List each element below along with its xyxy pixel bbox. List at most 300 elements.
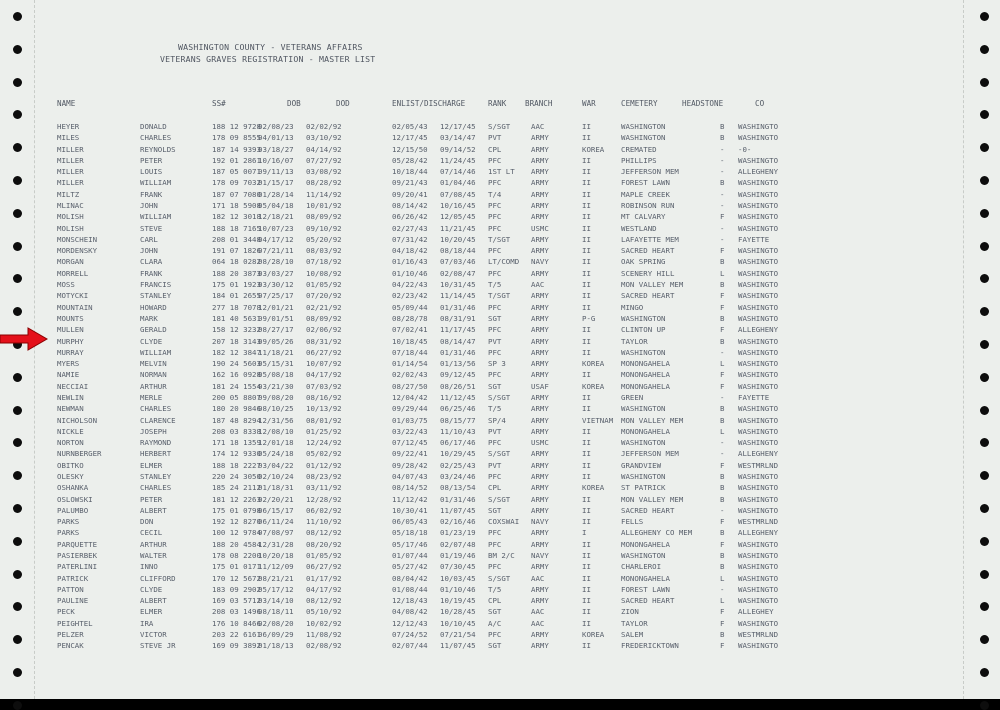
cell-discharge-date: 11/17/45	[440, 325, 476, 335]
cell-war: II	[582, 268, 591, 278]
cell-dod: 10/13/92	[306, 404, 342, 414]
cell-first-name: STANLEY	[140, 291, 172, 301]
cell-rank: PVT	[488, 133, 502, 143]
cell-headstone: F	[720, 246, 725, 256]
cell-ssn: 175 01 0171	[212, 562, 261, 572]
cell-first-name: MELVIN	[140, 359, 167, 369]
cell-headstone: F	[720, 539, 725, 549]
cell-headstone: -	[720, 155, 725, 165]
cell-last-name: MLINAC	[57, 201, 84, 211]
cell-county: WASHINGTO	[738, 539, 779, 549]
cell-dod: 04/14/92	[306, 144, 342, 154]
cell-discharge-date: 07/14/46	[440, 167, 476, 177]
cell-county: WESTMRLND	[738, 460, 779, 470]
table-row	[0, 640, 1000, 651]
cell-county: WASHINGTO	[738, 584, 779, 594]
table-row	[0, 618, 1000, 629]
cell-last-name: OLESKY	[57, 471, 84, 481]
cell-discharge-date: 06/17/46	[440, 438, 476, 448]
table-row	[0, 392, 1000, 403]
cell-ssn: 187 05 0071	[212, 167, 261, 177]
header-co: CO	[755, 99, 765, 108]
cell-first-name: CARL	[140, 234, 158, 244]
cell-war: II	[582, 122, 591, 131]
cell-dod: 03/10/92	[306, 133, 342, 143]
table-row	[0, 268, 1000, 279]
cell-cemetery: MONONGAHELA	[621, 381, 670, 391]
cell-discharge-date: 08/13/54	[440, 483, 476, 493]
cell-branch: ARMY	[531, 596, 549, 606]
cell-war: P-G	[582, 313, 596, 323]
table-row	[0, 550, 1000, 561]
cell-ssn: 220 24 3050	[212, 471, 261, 481]
cell-first-name: JOHN	[140, 246, 158, 256]
cell-county: WASHINGTO	[738, 280, 779, 290]
cell-last-name: MORGAN	[57, 257, 84, 267]
cell-enlist-date: 08/14/42	[392, 201, 428, 211]
cell-discharge-date: 11/07/45	[440, 641, 476, 651]
cell-cemetery: MONONGAHELA	[621, 573, 670, 583]
cell-discharge-date: 11/07/45	[440, 505, 476, 515]
cell-dod: 08/31/92	[306, 336, 342, 346]
table-row	[0, 302, 1000, 313]
cell-headstone: B	[720, 313, 725, 323]
cell-branch: ARMY	[531, 584, 549, 594]
cell-ssn: 178 09 7032	[212, 178, 261, 188]
cell-branch: USMC	[531, 438, 549, 448]
cell-ssn: 178 09 8555	[212, 133, 261, 143]
cell-war: II	[582, 539, 591, 549]
cell-enlist-date: 08/14/52	[392, 483, 428, 493]
cell-rank: S/SGT	[488, 573, 511, 583]
cell-dod: 01/17/92	[306, 573, 342, 583]
cell-enlist-date: 05/09/44	[392, 302, 428, 312]
cell-branch: ARMY	[531, 562, 549, 572]
cell-enlist-date: 01/07/44	[392, 551, 428, 561]
cell-cemetery: MON VALLEY MEM	[621, 280, 684, 290]
cell-discharge-date: 07/30/45	[440, 562, 476, 572]
cell-county: WASHINGTO	[738, 551, 779, 561]
cell-ssn: 183 09 2902	[212, 584, 261, 594]
cell-last-name: PATERLINI	[57, 562, 98, 572]
cell-branch: AAC	[531, 280, 545, 290]
cell-dod: 08/03/92	[306, 246, 342, 256]
cell-last-name: NEWLIN	[57, 392, 84, 402]
cell-ssn: 178 08 2200	[212, 551, 261, 561]
cell-dod: 09/10/92	[306, 223, 342, 233]
table-row	[0, 381, 1000, 392]
cell-last-name: MOUNTAIN	[57, 302, 93, 312]
cell-branch: ARMY	[531, 336, 549, 346]
cell-ssn: 187 07 7080	[212, 189, 261, 199]
cell-county: WASHINGTO	[738, 483, 779, 493]
cell-war: II	[582, 596, 591, 606]
cell-discharge-date: 01/31/46	[440, 494, 476, 504]
cell-ssn: 181 40 5631	[212, 313, 261, 323]
cell-enlist-date: 10/18/45	[392, 336, 428, 346]
cell-dod: 10/07/92	[306, 359, 342, 369]
cell-dod: 11/14/92	[306, 189, 342, 199]
cell-last-name: MOLISH	[57, 212, 84, 222]
cell-discharge-date: 02/16/46	[440, 517, 476, 527]
cell-county: WASHINGTO	[738, 122, 779, 131]
cell-county: WASHINGTO	[738, 133, 779, 143]
cell-branch: ARMY	[531, 144, 549, 154]
cell-cemetery: OAK SPRING	[621, 257, 666, 267]
cell-rank: S/SGT	[488, 122, 511, 131]
cell-enlist-date: 04/08/42	[392, 607, 428, 617]
cell-war: II	[582, 257, 591, 267]
cell-first-name: IRA	[140, 618, 154, 628]
cell-dob: 08/21/21	[258, 573, 294, 583]
cell-first-name: CLIFFORD	[140, 573, 176, 583]
cell-headstone: F	[720, 460, 725, 470]
table-row	[0, 415, 1000, 426]
cell-branch: ARMY	[531, 415, 549, 425]
cell-last-name: PELZER	[57, 630, 84, 640]
cell-rank: SGT	[488, 607, 502, 617]
table-row	[0, 403, 1000, 414]
table-row	[0, 426, 1000, 437]
cell-rank: T/5	[488, 280, 502, 290]
cell-ssn: 190 24 5603	[212, 359, 261, 369]
cell-headstone: F	[720, 370, 725, 380]
cell-enlist-date: 04/07/43	[392, 471, 428, 481]
cell-cemetery: SACRED HEART	[621, 596, 675, 606]
cell-war: II	[582, 246, 591, 256]
cell-enlist-date: 01/10/46	[392, 268, 428, 278]
cell-dod: 03/11/92	[306, 483, 342, 493]
cell-dob: 03/14/10	[258, 596, 294, 606]
cell-county: WASHINGTO	[738, 370, 779, 380]
cell-first-name: CECIL	[140, 528, 163, 538]
cell-cemetery: MAPLE CREEK	[621, 189, 670, 199]
table-row	[0, 166, 1000, 177]
cell-branch: ARMY	[531, 246, 549, 256]
cell-last-name: PENCAK	[57, 641, 84, 651]
cell-last-name: PARKS	[57, 528, 80, 538]
cell-county: WASHINGTO	[738, 302, 779, 312]
cell-dob: 07/08/97	[258, 528, 294, 538]
cell-last-name: MONSCHEIN	[57, 234, 98, 244]
cell-discharge-date: 01/13/56	[440, 359, 476, 369]
cell-last-name: PECK	[57, 607, 75, 617]
cell-war: II	[582, 212, 591, 222]
cell-enlist-date: 07/24/52	[392, 630, 428, 640]
cell-last-name: MORDENSKY	[57, 246, 98, 256]
cell-war: II	[582, 234, 591, 244]
cell-branch: ARMY	[531, 313, 549, 323]
cell-dod: 01/12/92	[306, 460, 342, 470]
cell-county: WASHINGTO	[738, 313, 779, 323]
cell-discharge-date: 08/14/47	[440, 336, 476, 346]
cell-county: WASHINGTO	[738, 246, 779, 256]
cell-last-name: PEIGHTEL	[57, 618, 93, 628]
cell-dob: 11/12/09	[258, 562, 294, 572]
cell-branch: ARMY	[531, 539, 549, 549]
cell-headstone: B	[720, 494, 725, 504]
cell-discharge-date: 10/19/45	[440, 596, 476, 606]
cell-discharge-date: 08/18/44	[440, 246, 476, 256]
cell-county: WASHINGTO	[738, 573, 779, 583]
cell-war: II	[582, 404, 591, 414]
cell-cemetery: ST PATRICK	[621, 483, 666, 493]
cell-headstone: -	[720, 584, 725, 594]
cell-rank: T/4	[488, 189, 502, 199]
cell-ssn: 188 12 9728	[212, 122, 261, 131]
cell-cemetery: JEFFERSON MEM	[621, 449, 679, 459]
cell-dod: 01/05/92	[306, 280, 342, 290]
cell-county: WASHINGTO	[738, 426, 779, 436]
cell-first-name: MERLE	[140, 392, 163, 402]
cell-discharge-date: 09/14/52	[440, 144, 476, 154]
cell-discharge-date: 07/21/54	[440, 630, 476, 640]
cell-discharge-date: 07/03/46	[440, 257, 476, 267]
table-row	[0, 482, 1000, 493]
cell-ssn: 171 18 1359	[212, 438, 261, 448]
cell-first-name: CHARLES	[140, 133, 172, 143]
cell-rank: CPL	[488, 483, 502, 493]
cell-branch: ARMY	[531, 404, 549, 414]
cell-first-name: ARTHUR	[140, 381, 167, 391]
table-row	[0, 256, 1000, 267]
cell-discharge-date: 01/04/46	[440, 178, 476, 188]
header-name: NAME	[57, 99, 76, 108]
header-dod: DOD	[336, 99, 350, 108]
cell-dob: 09/01/51	[258, 313, 294, 323]
cell-dod: 08/16/92	[306, 392, 342, 402]
cell-first-name: JOHN	[140, 201, 158, 211]
cell-ssn: 187 48 8294	[212, 415, 261, 425]
cell-enlist-date: 10/30/41	[392, 505, 428, 515]
cell-branch: ARMY	[531, 201, 549, 211]
cell-branch: ARMY	[531, 460, 549, 470]
cell-enlist-date: 01/03/75	[392, 415, 428, 425]
cell-cemetery: SCENERY HILL	[621, 268, 675, 278]
cell-cemetery: FREDERICKTOWN	[621, 641, 679, 651]
cell-cemetery: WASHINGTON	[621, 347, 666, 357]
cell-cemetery: MT CALVARY	[621, 212, 666, 222]
cell-branch: ARMY	[531, 302, 549, 312]
cell-headstone: -	[720, 347, 725, 357]
cell-enlist-date: 02/05/43	[392, 122, 428, 131]
header-dob: DOB	[287, 99, 301, 108]
cell-first-name: HERBERT	[140, 449, 172, 459]
cell-branch: ARMY	[531, 189, 549, 199]
cell-rank: S/SGT	[488, 494, 511, 504]
cell-war: II	[582, 449, 591, 459]
cell-dob: 03/04/22	[258, 460, 294, 470]
cell-dob: 08/28/10	[258, 257, 294, 267]
cell-dob: 09/05/26	[258, 336, 294, 346]
cell-war: II	[582, 189, 591, 199]
cell-dod: 07/18/92	[306, 257, 342, 267]
cell-ssn: 208 03 1496	[212, 607, 261, 617]
cell-dod: 10/02/92	[306, 618, 342, 628]
cell-dob: 03/18/27	[258, 144, 294, 154]
cell-first-name: WALTER	[140, 551, 167, 561]
table-row	[0, 539, 1000, 550]
cell-war: II	[582, 223, 591, 233]
cell-cemetery: SACRED HEART	[621, 246, 675, 256]
cell-first-name: ELMER	[140, 607, 163, 617]
cell-enlist-date: 12/18/43	[392, 596, 428, 606]
cell-rank: PFC	[488, 201, 502, 211]
cell-last-name: MULLEN	[57, 325, 84, 335]
cell-cemetery: WESTLAND	[621, 223, 657, 233]
cell-dob: 03/21/30	[258, 381, 294, 391]
cell-ssn: 188 18 2227	[212, 460, 261, 470]
cell-dod: 06/27/92	[306, 347, 342, 357]
cell-first-name: CHARLES	[140, 404, 172, 414]
table-row	[0, 448, 1000, 459]
cell-rank: PFC	[488, 178, 502, 188]
cell-first-name: PETER	[140, 155, 163, 165]
table-row	[0, 200, 1000, 211]
cell-rank: PFC	[488, 347, 502, 357]
cell-first-name: RAYMOND	[140, 438, 172, 448]
cell-cemetery: CLINTON UP	[621, 325, 666, 335]
cell-enlist-date: 10/18/44	[392, 167, 428, 177]
cell-enlist-date: 08/04/42	[392, 573, 428, 583]
cell-enlist-date: 12/12/43	[392, 618, 428, 628]
cell-rank: PFC	[488, 223, 502, 233]
cell-dob: 05/15/31	[258, 359, 294, 369]
cell-ssn: 169 03 5712	[212, 596, 261, 606]
cell-county: ALLEGHENY	[738, 167, 779, 177]
cell-war: II	[582, 438, 591, 448]
cell-cemetery: PHILLIPS	[621, 155, 657, 165]
table-row	[0, 606, 1000, 617]
table-row	[0, 313, 1000, 324]
cell-discharge-date: 08/31/91	[440, 313, 476, 323]
cell-ssn: 181 12 2263	[212, 494, 261, 504]
cell-ssn: 188 18 7165	[212, 223, 261, 233]
cell-cemetery: MINGO	[621, 302, 644, 312]
cell-war: II	[582, 426, 591, 436]
cell-war: II	[582, 302, 591, 312]
cell-rank: PFC	[488, 268, 502, 278]
cell-dod: 12/24/92	[306, 438, 342, 448]
cell-cemetery: SALEM	[621, 630, 644, 640]
cell-discharge-date: 12/17/45	[440, 122, 476, 131]
cell-headstone: -	[720, 189, 725, 199]
cell-ssn: 192 12 8270	[212, 517, 261, 527]
cell-headstone: B	[720, 122, 725, 131]
cell-first-name: NORMAN	[140, 370, 167, 380]
table-row	[0, 358, 1000, 369]
cell-war: II	[582, 370, 591, 380]
cell-dod: 10/08/92	[306, 268, 342, 278]
table-row	[0, 460, 1000, 471]
cell-headstone: L	[720, 359, 725, 369]
feed-hole	[980, 701, 989, 710]
cell-branch: ARMY	[531, 133, 549, 143]
cell-branch: ARMY	[531, 347, 549, 357]
cell-cemetery: MONONGAHELA	[621, 359, 670, 369]
table-row	[0, 347, 1000, 358]
table-row	[0, 471, 1000, 482]
cell-branch: ARMY	[531, 370, 549, 380]
cell-discharge-date: 10/20/45	[440, 234, 476, 244]
cell-enlist-date: 08/28/78	[392, 313, 428, 323]
cell-first-name: STANLEY	[140, 471, 172, 481]
cell-war: KOREA	[582, 630, 605, 640]
cell-cemetery: WASHINGTON	[621, 438, 666, 448]
cell-war: II	[582, 392, 591, 402]
cell-headstone: B	[720, 133, 725, 143]
cell-dod: 08/09/92	[306, 313, 342, 323]
header-cemetery: CEMETERY	[621, 99, 658, 108]
cell-county: WASHINGTO	[738, 223, 779, 233]
cell-first-name: DONALD	[140, 122, 167, 131]
cell-last-name: MILLER	[57, 144, 84, 154]
cell-enlist-date: 12/17/45	[392, 133, 428, 143]
cell-dod: 06/02/92	[306, 505, 342, 515]
cell-headstone: B	[720, 257, 725, 267]
table-row	[0, 494, 1000, 505]
cell-dob: 06/15/17	[258, 505, 294, 515]
cell-county: WASHINGTO	[738, 471, 779, 481]
cell-last-name: PARKS	[57, 517, 80, 527]
cell-dob: 02/08/23	[258, 122, 294, 131]
cell-headstone: L	[720, 573, 725, 583]
cell-branch: ARMY	[531, 234, 549, 244]
cell-cemetery: MON VALLEY MEM	[621, 415, 684, 425]
cell-rank: LT/COMD	[488, 257, 520, 267]
cell-last-name: MOSS	[57, 280, 75, 290]
cell-dod: 07/27/92	[306, 155, 342, 165]
cell-cemetery: MONONGAHELA	[621, 539, 670, 549]
cell-cemetery: FOREST LAWN	[621, 178, 670, 188]
cell-headstone: B	[720, 280, 725, 290]
cell-rank: PFC	[488, 302, 502, 312]
cell-first-name: WILLIAM	[140, 347, 172, 357]
cell-headstone: B	[720, 630, 725, 640]
cell-enlist-date: 08/27/50	[392, 381, 428, 391]
cell-enlist-date: 04/18/42	[392, 246, 428, 256]
cell-last-name: MILLER	[57, 155, 84, 165]
cell-war: II	[582, 336, 591, 346]
header-war: WAR	[582, 99, 596, 108]
cell-dod: 02/06/92	[306, 325, 342, 335]
table-row	[0, 211, 1000, 222]
cell-first-name: PETER	[140, 494, 163, 504]
cell-war: II	[582, 573, 591, 583]
cell-dod: 11/10/92	[306, 517, 342, 527]
cell-ssn: 175 01 1923	[212, 280, 261, 290]
table-row	[0, 584, 1000, 595]
cell-war: II	[582, 178, 591, 188]
cell-headstone: -	[720, 223, 725, 233]
cell-county: WASHINGTO	[738, 438, 779, 448]
feed-hole	[980, 78, 989, 87]
cell-branch: ARMY	[531, 167, 549, 177]
cell-war: II	[582, 280, 591, 290]
cell-last-name: NAMIE	[57, 370, 80, 380]
cell-branch: ARMY	[531, 426, 549, 436]
cell-dob: 03/30/12	[258, 280, 294, 290]
cell-county: WASHINGTO	[738, 415, 779, 425]
cell-war: II	[582, 325, 591, 335]
cell-cemetery: GREEN	[621, 392, 644, 402]
cell-last-name: MORRELL	[57, 268, 89, 278]
cell-headstone: B	[720, 471, 725, 481]
cell-first-name: ELMER	[140, 460, 163, 470]
cell-enlist-date: 02/02/43	[392, 370, 428, 380]
cell-cemetery: CHARLEROI	[621, 562, 662, 572]
cell-ssn: 180 20 9846	[212, 404, 261, 414]
